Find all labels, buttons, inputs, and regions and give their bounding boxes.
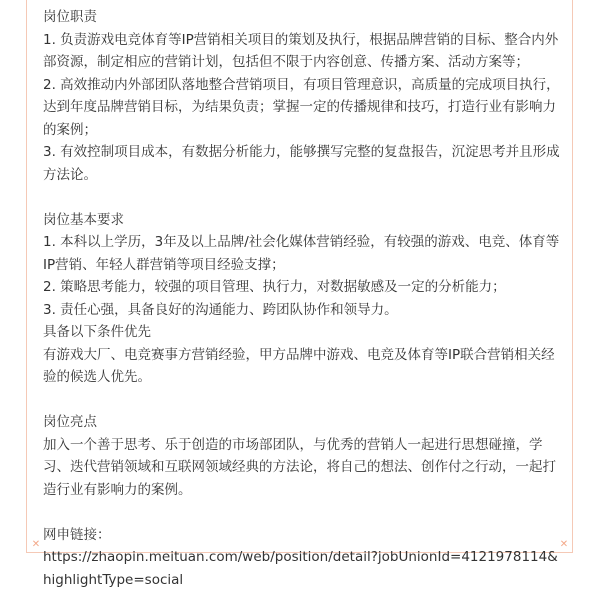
duty-item-2: 2. 高效推动内外部团队落地整合营销项目，有项目管理意识，高质量的完成项目执行，达到年度品牌营销目标，为结果负责；掌握一定的传播规律和技巧，打造行业有影响力的案例；: [43, 76, 560, 138]
apply-heading: 网申链接：: [43, 526, 111, 543]
requirement-item-1: 1. 本科以上学历，3年及以上品牌/社会化媒体营销经验，有较强的游戏、电竞、体育等IP营销、年轻人群营销等项目经验支撑；: [43, 234, 560, 273]
duties-heading: 岗位职责: [43, 9, 97, 25]
requirement-item-2: 2. 策略思考能力，较强的项目管理、执行力，对数据敏感及一定的分析能力；: [43, 279, 506, 295]
spacer: [43, 501, 563, 524]
resize-corner-icon: ✕: [31, 539, 41, 550]
spacer: [43, 389, 563, 412]
duty-item-3: 3. 有效控制项目成本，有数据分析能力，能够撰写完整的复盘报告，沉淀思考并且形成方法论。: [43, 144, 560, 183]
apply-link[interactable]: https://zhaopin.meituan.com/web/position/detail?jobUnionId=4121978114&highlightType=social: [43, 549, 558, 588]
duty-item-1: 1. 负责游戏电竞体育等IP营销相关项目的策划及执行，根据品牌营销的目标、整合内外部资源，制定相应的营销计划，包括但不限于内容创意、传播方案、活动方案等；: [43, 31, 559, 70]
highlights-heading: 岗位亮点: [43, 414, 97, 430]
requirements-heading: 岗位基本要求: [43, 211, 124, 228]
spacer: [43, 186, 563, 209]
resize-corner-icon: ✕: [559, 539, 569, 550]
highlights-text: 加入一个善于思考、乐于创造的市场部团队，与优秀的营销人一起进行思想碰撞，学习、迭代营销领域和互联网领域经典的方法论，将自己的想法、创作付之行动，一起打造行业有影响力的案例。: [43, 436, 556, 498]
preferred-text: 有游戏大厂、电竞赛事方营销经验，甲方品牌中游戏、电竞及体育等IP联合营销相关经验的候选人优先。: [43, 346, 555, 385]
job-description: [43, 6, 563, 591]
requirement-item-3: 3. 责任心强，具备良好的沟通能力、跨团队协作和领导力。: [43, 301, 398, 318]
preferred-heading: 具备以下条件优先: [43, 324, 151, 340]
